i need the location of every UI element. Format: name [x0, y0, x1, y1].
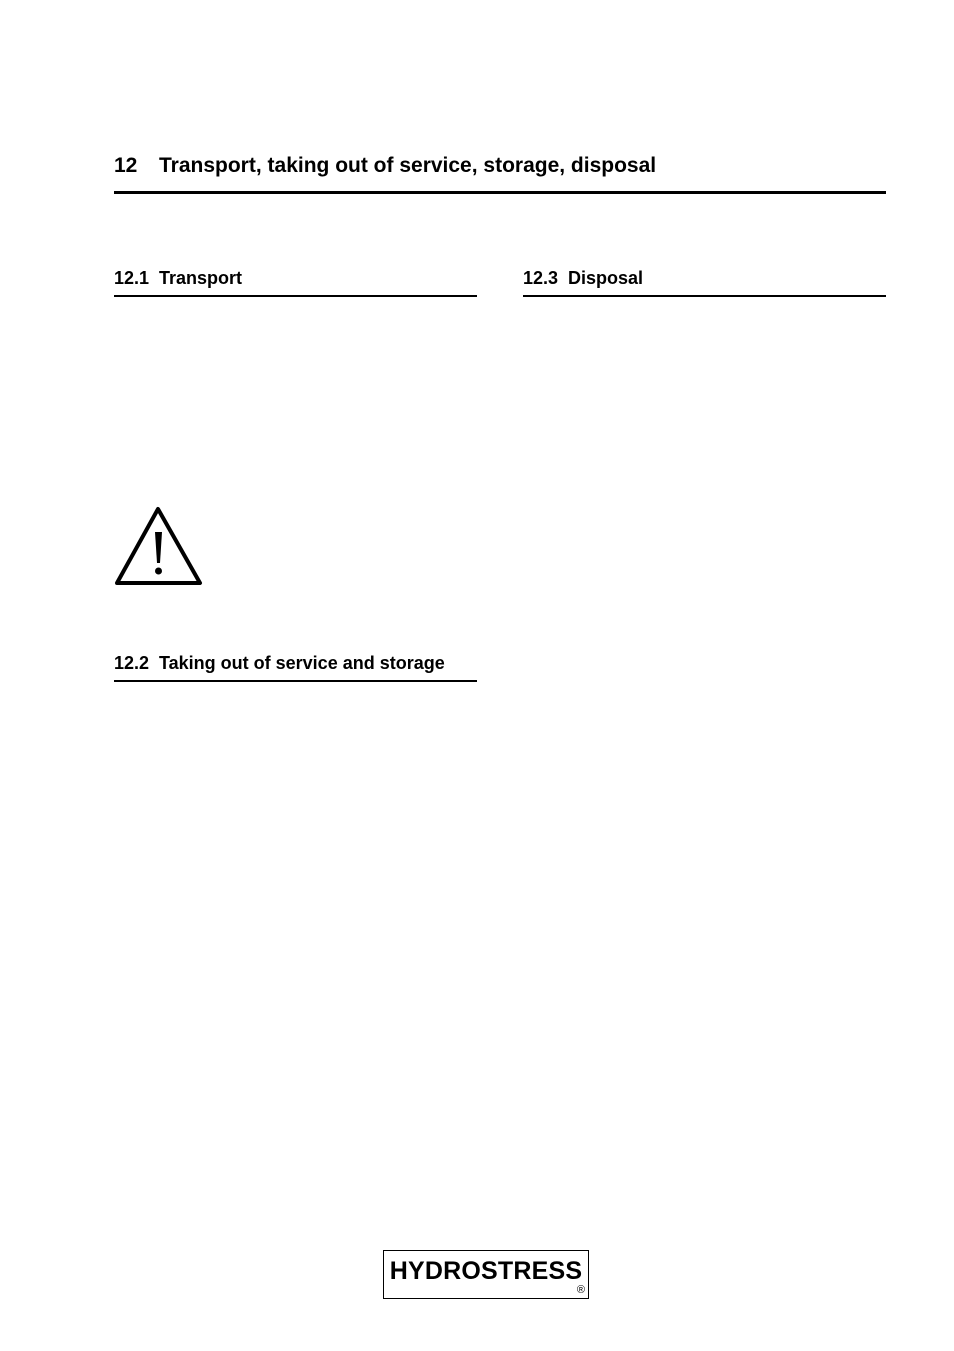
section-number: 12.1	[114, 268, 150, 288]
chapter-number: 12	[114, 154, 138, 177]
warning-triangle-icon	[114, 505, 204, 587]
chapter-title: Transport, taking out of service, storage, disposal	[159, 154, 657, 177]
section-heading-storage	[114, 644, 477, 682]
section-title: Transport	[159, 268, 243, 288]
section-number: 12.2	[114, 653, 150, 673]
section-number: 12.3	[523, 268, 559, 288]
section-title: Disposal	[568, 268, 644, 288]
hydrostress-logo	[383, 1250, 589, 1299]
logo-brand-text: HYDROSTRESS	[389, 1257, 583, 1285]
registered-mark: ®	[576, 1284, 585, 1296]
section-heading-transport	[114, 259, 477, 297]
chapter-heading	[114, 150, 886, 194]
section-heading-disposal	[523, 259, 886, 297]
section-title: Taking out of service and storage	[159, 653, 445, 673]
